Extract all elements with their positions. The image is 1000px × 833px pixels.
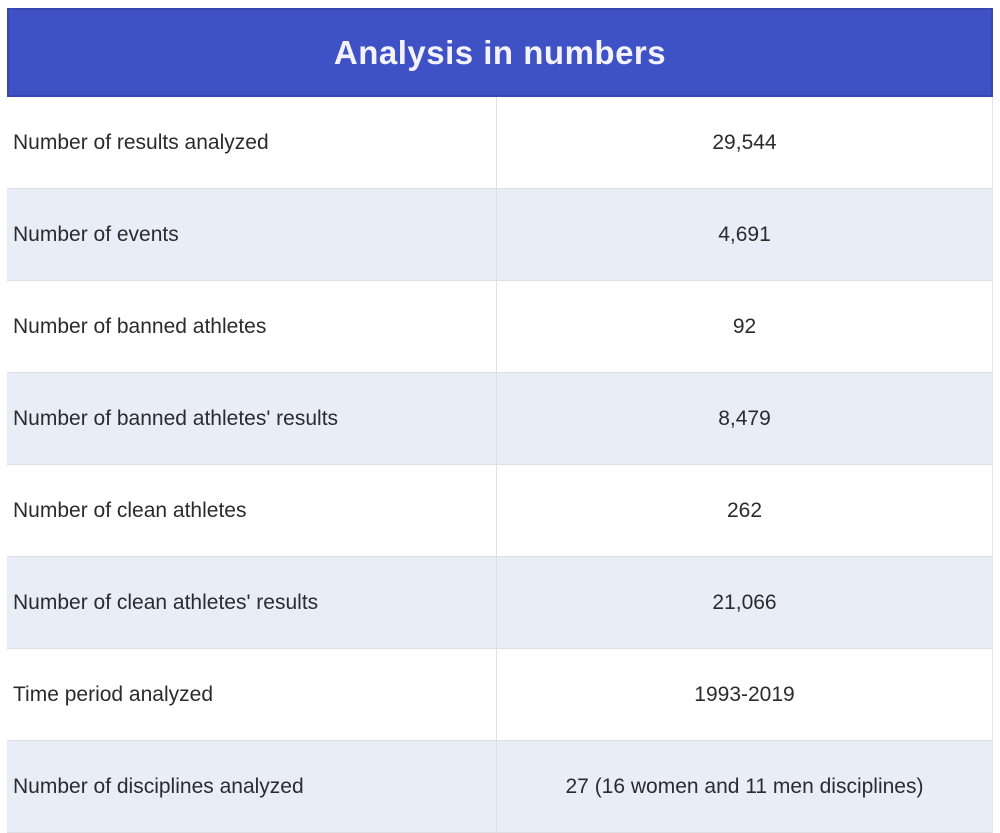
table-header: [7, 8, 993, 97]
row-value: 1993-2019: [694, 682, 795, 706]
table-body: [7, 97, 993, 833]
table-row: [7, 557, 992, 649]
row-label: Time period analyzed: [7, 649, 497, 740]
table-row: [7, 465, 992, 557]
table-row: [7, 649, 992, 741]
row-value: 21,066: [712, 590, 777, 614]
row-label: Number of banned athletes' results: [7, 373, 497, 464]
table-row: [7, 281, 992, 373]
row-label: Number of banned athletes: [7, 281, 497, 372]
table-row: [7, 741, 992, 833]
row-value: 92: [732, 314, 757, 338]
row-value: 29,544: [712, 130, 777, 154]
analysis-table: [7, 8, 993, 833]
row-label: Number of disciplines analyzed: [7, 741, 497, 832]
row-label: Number of results analyzed: [7, 97, 497, 188]
row-value: 8,479: [718, 406, 771, 430]
row-value: 4,691: [718, 222, 771, 246]
row-label: Number of clean athletes' results: [7, 557, 497, 648]
table-title: Analysis in numbers: [333, 33, 667, 71]
table-row: [7, 97, 992, 189]
row-label: Number of events: [7, 189, 497, 280]
table-row: [7, 373, 992, 465]
table-row: [7, 189, 992, 281]
row-label: Number of clean athletes: [7, 465, 497, 556]
row-value: 27 (16 women and 11 men disciplines): [565, 774, 924, 798]
row-value: 262: [726, 498, 763, 522]
